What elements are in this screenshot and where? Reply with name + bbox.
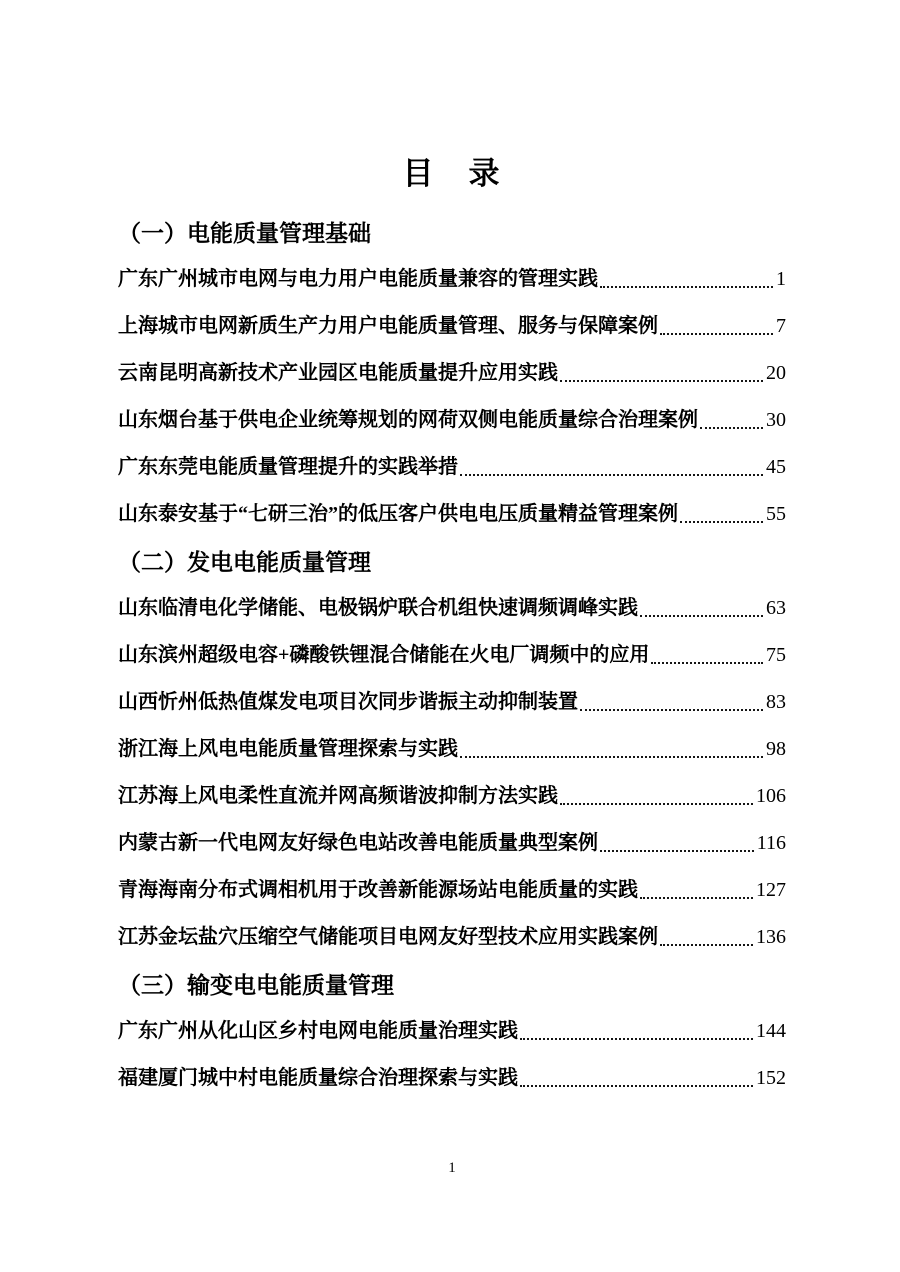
toc-entry-title: 江苏海上风电柔性直流并网高频谐波抑制方法实践 (118, 785, 558, 807)
toc-entry (118, 737, 786, 784)
toc-entry (118, 361, 786, 408)
toc-entry-page: 144 (756, 1020, 786, 1042)
section-heading-3 (118, 972, 786, 1019)
toc-entry (118, 267, 786, 314)
toc-entry (118, 1066, 786, 1113)
toc-entry-page: 20 (766, 362, 786, 384)
toc-entry-title: 福建厦门城中村电能质量综合治理探索与实践 (118, 1067, 518, 1089)
toc-entry-page: 55 (766, 503, 786, 525)
dot-leader (460, 455, 763, 476)
dot-leader (640, 878, 753, 899)
dot-leader (600, 831, 754, 852)
toc-entry (118, 455, 786, 502)
dot-leader (560, 361, 763, 382)
toc-list (118, 220, 786, 1113)
toc-entry-page: 45 (766, 456, 786, 478)
toc-entry (118, 643, 786, 690)
toc-entry (118, 1019, 786, 1066)
toc-entry-title: 山东临清电化学储能、电极锅炉联合机组快速调频调峰实践 (118, 597, 638, 619)
toc-entry-title: 山东烟台基于供电企业统筹规划的网荷双侧电能质量综合治理案例 (118, 409, 698, 431)
toc-entry-page: 136 (756, 926, 786, 948)
toc-entry (118, 502, 786, 549)
toc-entry (118, 784, 786, 831)
toc-entry (118, 925, 786, 972)
dot-leader (680, 502, 763, 523)
dot-leader (580, 690, 763, 711)
toc-entry-title: 山东泰安基于“七研三治”的低压客户供电电压质量精益管理案例 (118, 503, 678, 525)
toc-entry-page: 152 (756, 1067, 786, 1089)
toc-content (118, 0, 786, 1113)
dot-leader (520, 1019, 753, 1040)
toc-entry-title: 广东广州城市电网与电力用户电能质量兼容的管理实践 (118, 268, 598, 290)
toc-entry-title: 浙江海上风电电能质量管理探索与实践 (118, 738, 458, 760)
toc-entry (118, 596, 786, 643)
section-heading-2-text: （二）发电电能质量管理 (118, 550, 371, 575)
toc-entry-page: 7 (776, 315, 786, 337)
toc-entry-page: 1 (776, 268, 786, 290)
toc-entry-title: 山东滨州超级电容+磷酸铁锂混合储能在火电厂调频中的应用 (118, 644, 650, 666)
dot-leader (460, 737, 763, 758)
toc-entry (118, 690, 786, 737)
section-heading-2 (118, 549, 786, 596)
section-heading-1-text: （一）电能质量管理基础 (118, 221, 371, 246)
toc-entry-title: 广东东莞电能质量管理提升的实践举措 (118, 456, 458, 478)
dot-leader (660, 925, 753, 946)
toc-entry (118, 408, 786, 455)
toc-entry-title: 内蒙古新一代电网友好绿色电站改善电能质量典型案例 (118, 832, 598, 854)
toc-entry-page: 83 (766, 691, 786, 713)
toc-entry-title: 广东广州从化山区乡村电网电能质量治理实践 (118, 1020, 518, 1042)
dot-leader (560, 784, 753, 805)
toc-entry-title: 云南昆明高新技术产业园区电能质量提升应用实践 (118, 362, 558, 384)
dot-leader (600, 267, 773, 288)
dot-leader (640, 596, 763, 617)
dot-leader (651, 643, 763, 664)
page-title: 目 录 (402, 156, 502, 191)
section-heading-1 (118, 220, 786, 267)
toc-entry-title: 青海海南分布式调相机用于改善新能源场站电能质量的实践 (118, 879, 638, 901)
toc-entry-title: 上海城市电网新质生产力用户电能质量管理、服务与保障案例 (118, 315, 658, 337)
toc-entry-title: 山西忻州低热值煤发电项目次同步谐振主动抑制装置 (118, 691, 578, 713)
footer-page-number: 1 (448, 1160, 456, 1176)
toc-entry-title: 江苏金坛盐穴压缩空气储能项目电网友好型技术应用实践案例 (118, 926, 658, 948)
toc-entry-page: 116 (756, 832, 786, 854)
toc-entry-page: 30 (766, 409, 786, 431)
dot-leader (700, 408, 763, 429)
dot-leader (520, 1066, 753, 1087)
toc-entry-page: 106 (756, 785, 786, 807)
toc-entry-page: 127 (756, 879, 786, 901)
dot-leader (660, 314, 773, 335)
toc-entry-page: 98 (766, 738, 786, 760)
toc-entry (118, 831, 786, 878)
section-heading-3-text: （三）输变电电能质量管理 (118, 973, 394, 998)
toc-entry (118, 878, 786, 925)
toc-entry (118, 314, 786, 361)
toc-entry-page: 63 (766, 597, 786, 619)
toc-entry-page: 75 (766, 644, 786, 666)
